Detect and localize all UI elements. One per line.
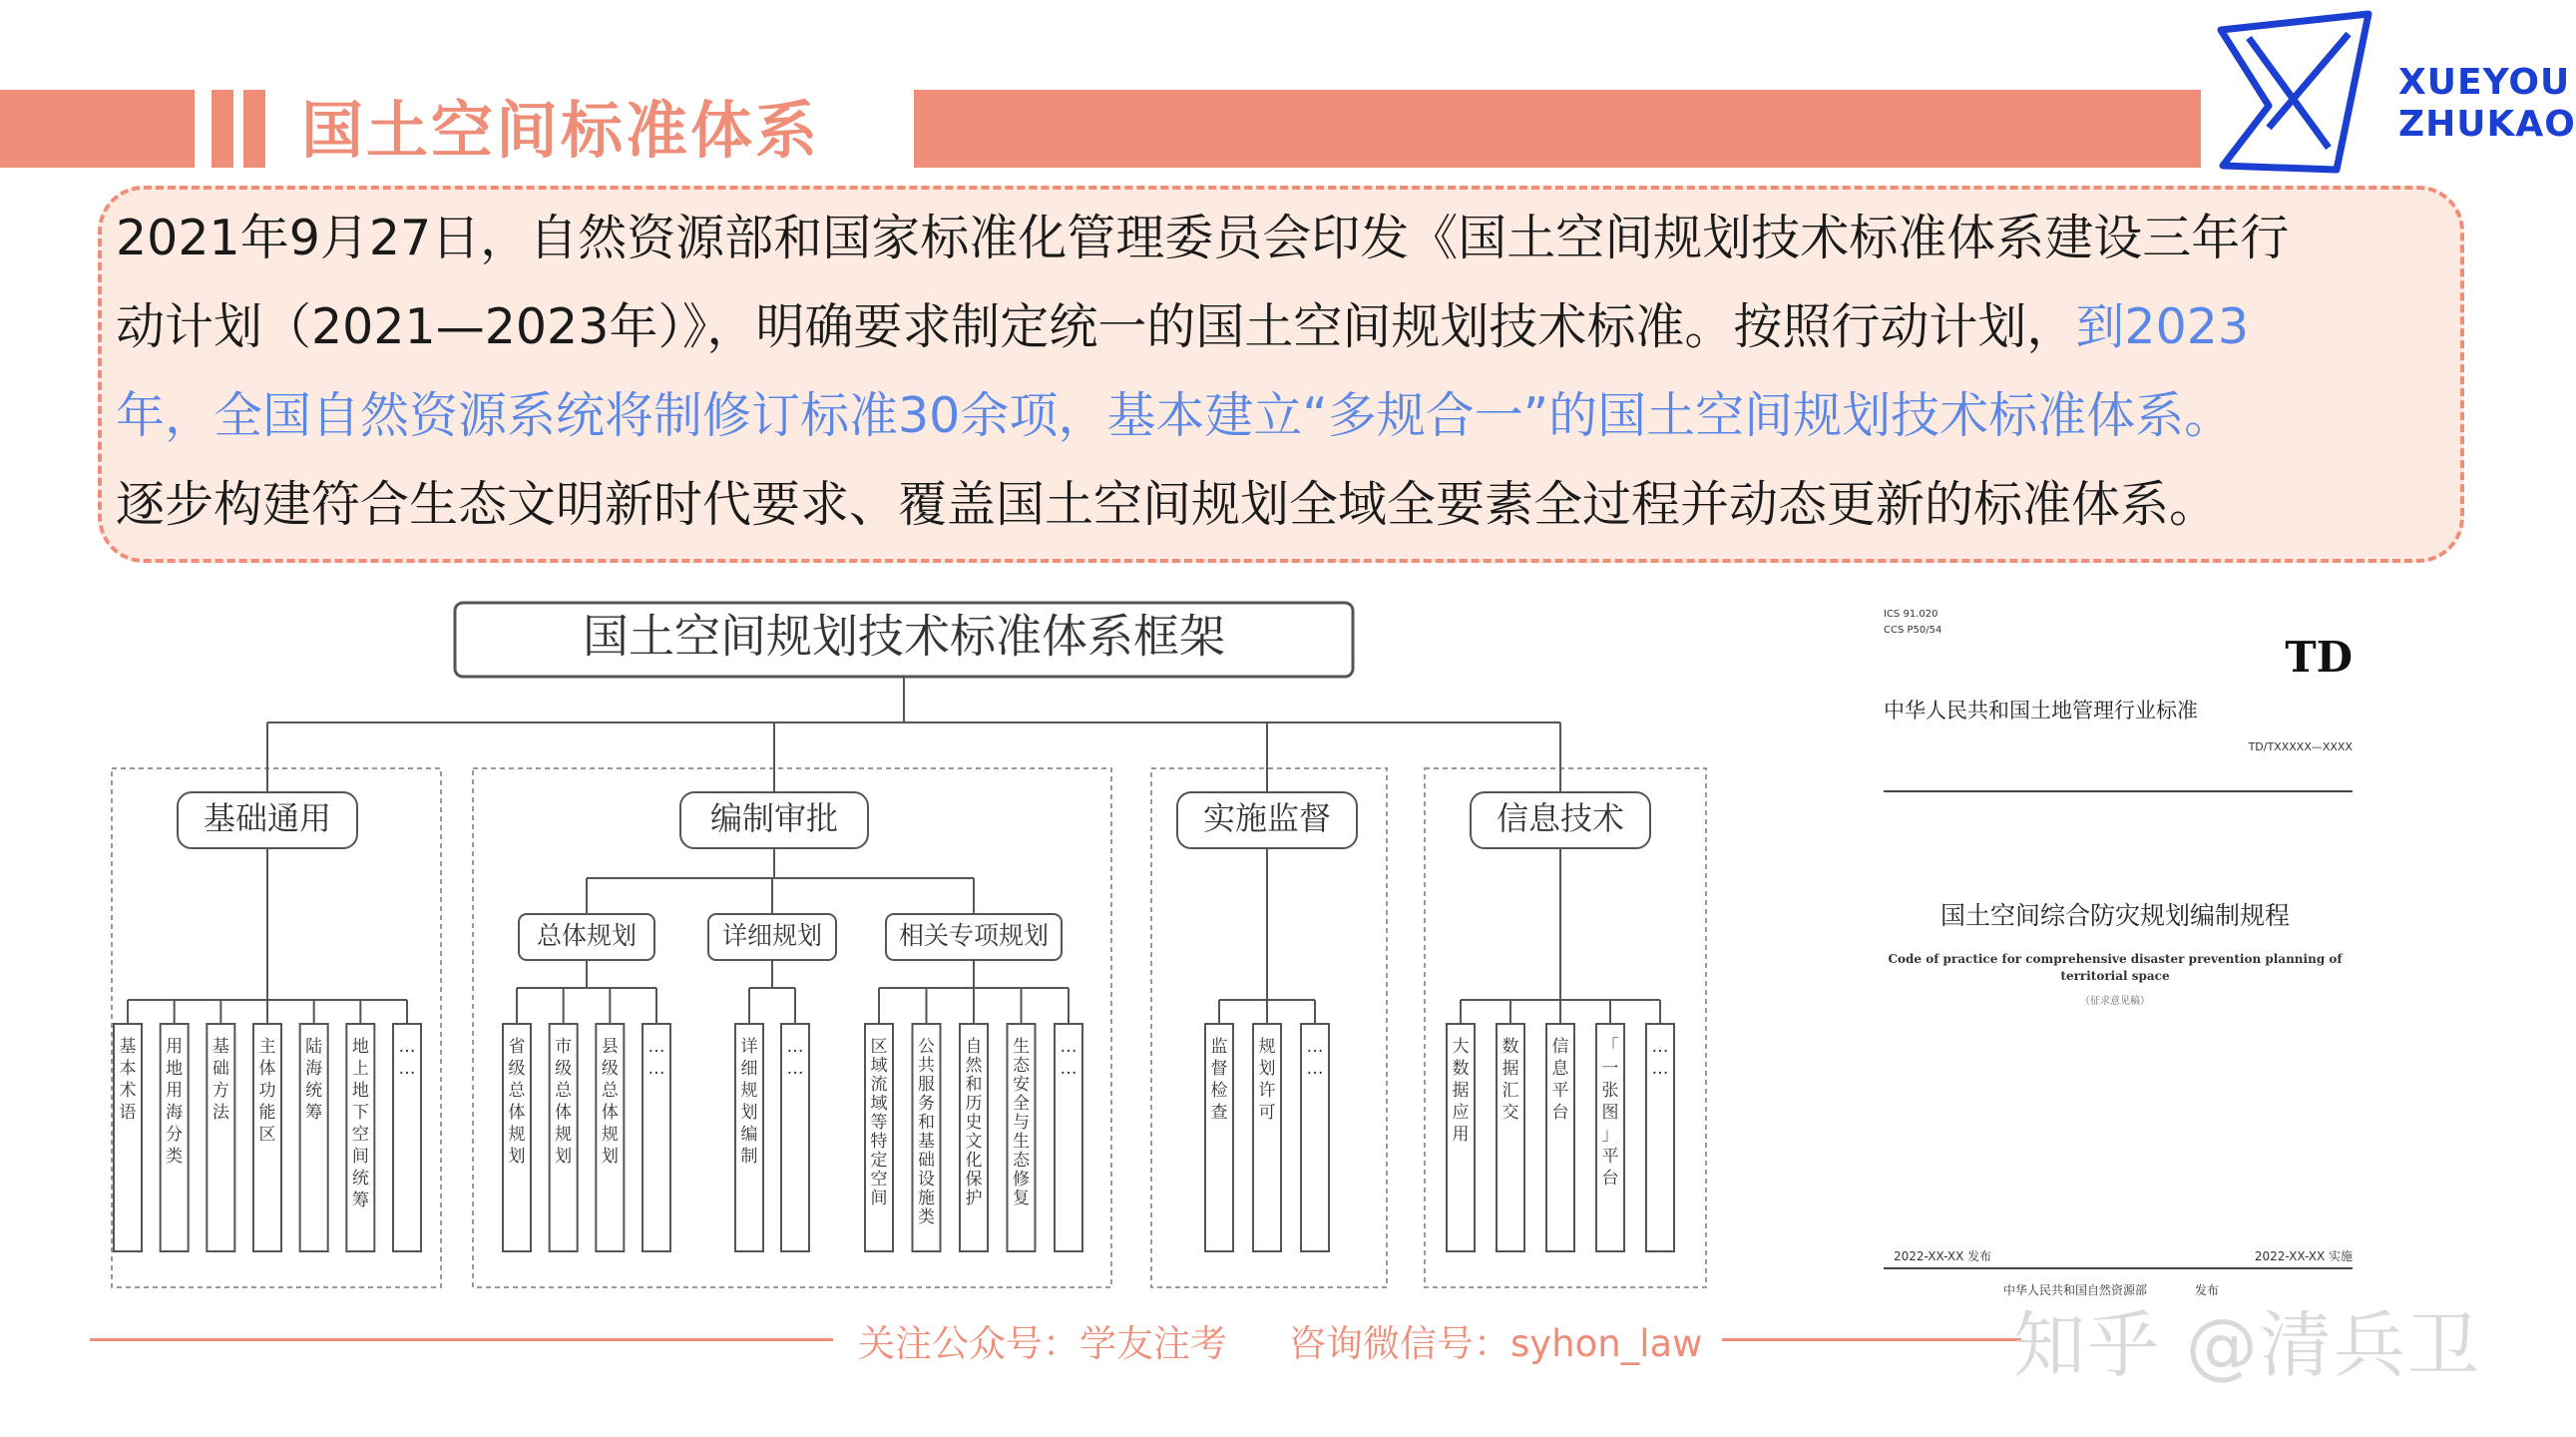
header-band-right xyxy=(914,90,2201,168)
framework-diagram xyxy=(106,593,1712,1301)
svg-text:全: 全 xyxy=(1013,1094,1030,1114)
svg-text:级: 级 xyxy=(601,1059,619,1079)
svg-text:平: 平 xyxy=(1601,1147,1619,1167)
svg-text:规: 规 xyxy=(740,1081,758,1101)
doc-code: TD xyxy=(2285,633,2353,682)
svg-text:本: 本 xyxy=(119,1059,137,1079)
svg-text:共: 共 xyxy=(918,1056,935,1076)
svg-text:态: 态 xyxy=(1013,1151,1030,1171)
svg-text:数: 数 xyxy=(1502,1037,1519,1057)
svg-text:法: 法 xyxy=(212,1103,229,1123)
svg-text:据: 据 xyxy=(1452,1081,1470,1101)
paragraph-highlight: 到2023 xyxy=(2075,298,2250,355)
svg-text:划: 划 xyxy=(601,1147,619,1167)
svg-text:与: 与 xyxy=(1013,1113,1030,1133)
svg-text:筹: 筹 xyxy=(351,1191,369,1210)
svg-text:…: … xyxy=(1306,1037,1324,1057)
svg-text:督: 督 xyxy=(1210,1059,1228,1079)
svg-text:许: 许 xyxy=(1258,1081,1276,1101)
svg-text:数: 数 xyxy=(1452,1059,1470,1079)
svg-text:主: 主 xyxy=(258,1037,276,1057)
svg-text:基: 基 xyxy=(212,1037,229,1057)
svg-text:体: 体 xyxy=(258,1059,276,1079)
svg-text:流: 流 xyxy=(870,1075,888,1095)
svg-text:「: 「 xyxy=(1601,1037,1619,1057)
svg-text:大: 大 xyxy=(1452,1037,1470,1057)
svg-text:规: 规 xyxy=(555,1125,573,1145)
svg-text:自: 自 xyxy=(965,1037,983,1057)
svg-text:编: 编 xyxy=(740,1125,758,1145)
svg-text:据: 据 xyxy=(1502,1059,1519,1079)
svg-text:台: 台 xyxy=(1551,1103,1569,1123)
svg-text:保: 保 xyxy=(965,1170,983,1190)
svg-text:统: 统 xyxy=(351,1169,369,1189)
svg-text:体: 体 xyxy=(508,1103,526,1123)
svg-text:用: 用 xyxy=(166,1081,184,1101)
leaf-label xyxy=(918,1037,935,1227)
doc-issuer: 中华人民共和国自然资源部 xyxy=(2003,1283,2148,1297)
svg-text:地: 地 xyxy=(351,1037,369,1057)
svg-text:应: 应 xyxy=(1452,1103,1470,1123)
doc-title-en: Code of practice for comprehensive disaster prevention planning of xyxy=(1888,952,2343,966)
svg-text:分: 分 xyxy=(166,1125,184,1145)
svg-text:总: 总 xyxy=(601,1081,619,1101)
svg-text:…: … xyxy=(786,1037,804,1057)
svg-text:筹: 筹 xyxy=(305,1103,323,1123)
category-label: 基础通用 xyxy=(203,799,332,837)
leaf-label xyxy=(871,1037,888,1208)
svg-text:级: 级 xyxy=(508,1059,526,1079)
svg-text:汇: 汇 xyxy=(1502,1081,1519,1101)
logo-text-line2: ZHUKAO xyxy=(2398,104,2576,145)
svg-text:划: 划 xyxy=(740,1103,758,1123)
svg-text:和: 和 xyxy=(918,1113,935,1133)
header-accent-bar xyxy=(243,90,265,168)
subgroup-label: 详细规划 xyxy=(721,921,823,950)
svg-text:…: … xyxy=(398,1037,416,1057)
svg-text:服: 服 xyxy=(918,1075,935,1095)
svg-text:和: 和 xyxy=(965,1075,983,1095)
leaf-label xyxy=(1602,1037,1619,1189)
svg-text:域: 域 xyxy=(870,1094,888,1114)
doc-divider xyxy=(1884,790,2353,792)
svg-text:文: 文 xyxy=(965,1132,983,1152)
svg-text:化: 化 xyxy=(965,1151,983,1171)
svg-text:…: … xyxy=(1060,1059,1077,1079)
svg-text:域: 域 xyxy=(870,1056,888,1076)
svg-text:一: 一 xyxy=(1601,1059,1619,1079)
svg-text:划: 划 xyxy=(555,1147,573,1167)
svg-text:类: 类 xyxy=(166,1147,184,1167)
svg-text:然: 然 xyxy=(965,1056,983,1076)
svg-text:划: 划 xyxy=(1258,1059,1276,1079)
paragraph-text: 动计划（2021—2023年）》，明确要求制定统一的国土空间规划技术标准。按照行动计划， xyxy=(116,298,2076,355)
svg-text:历: 历 xyxy=(965,1094,983,1114)
svg-text:定: 定 xyxy=(870,1151,888,1171)
svg-text:划: 划 xyxy=(508,1147,526,1167)
svg-text:用: 用 xyxy=(166,1037,184,1057)
svg-text:细: 细 xyxy=(740,1059,758,1079)
category-label: 实施监督 xyxy=(1202,799,1332,837)
svg-text:空: 空 xyxy=(870,1170,888,1190)
svg-text:务: 务 xyxy=(918,1094,935,1114)
svg-text:交: 交 xyxy=(1502,1103,1519,1123)
svg-text:图: 图 xyxy=(1601,1103,1619,1123)
doc-title-en: territorial space xyxy=(2060,969,2170,983)
svg-text:…: … xyxy=(1060,1037,1077,1057)
svg-text:规: 规 xyxy=(601,1125,619,1145)
subgroup-label: 相关专项规划 xyxy=(898,921,1050,950)
svg-text:…: … xyxy=(1651,1037,1669,1057)
svg-text:施: 施 xyxy=(918,1189,935,1208)
leaf-label xyxy=(1453,1037,1470,1145)
svg-text:规: 规 xyxy=(508,1125,526,1145)
svg-text:基: 基 xyxy=(918,1132,935,1152)
leaf-label xyxy=(259,1037,276,1145)
svg-text:地: 地 xyxy=(166,1059,184,1079)
svg-text:监: 监 xyxy=(1210,1037,1228,1057)
svg-text:区: 区 xyxy=(870,1037,888,1057)
svg-text:基: 基 xyxy=(119,1037,137,1057)
paragraph-line: 逐步构建符合生态文明新时代要求、覆盖国土空间规划全域全要素全过程并动态更新的标准体系。 xyxy=(116,476,2219,533)
svg-text:信: 信 xyxy=(1551,1037,1569,1057)
svg-text:间: 间 xyxy=(870,1189,888,1208)
svg-text:间: 间 xyxy=(351,1147,369,1167)
svg-text:」: 」 xyxy=(1601,1125,1619,1145)
svg-text:平: 平 xyxy=(1551,1081,1569,1101)
doc-divider xyxy=(1884,1267,2353,1269)
framework-diagram-svg xyxy=(106,593,1712,1301)
svg-text:…: … xyxy=(1306,1059,1324,1079)
svg-text:复: 复 xyxy=(1013,1189,1030,1208)
svg-text:础: 础 xyxy=(212,1059,229,1079)
svg-text:区: 区 xyxy=(258,1125,276,1145)
svg-text:陆: 陆 xyxy=(305,1037,323,1057)
svg-text:体: 体 xyxy=(601,1103,619,1123)
standard-document-cover xyxy=(1856,595,2374,1313)
subgroup-label: 总体规划 xyxy=(536,921,638,950)
doc-title-cn: 国土空间综合防灾规划编制规程 xyxy=(1939,901,2290,930)
svg-text:规: 规 xyxy=(1258,1037,1276,1057)
svg-text:础: 础 xyxy=(918,1151,935,1171)
svg-text:总: 总 xyxy=(555,1081,573,1101)
paragraph-line xyxy=(116,282,2450,371)
doc-draft-label: （征求意见稿） xyxy=(2080,996,2150,1007)
svg-text:特: 特 xyxy=(870,1132,888,1152)
svg-text:海: 海 xyxy=(305,1059,323,1079)
logo-text-line1: XUEYOU xyxy=(2398,62,2571,103)
svg-text:方: 方 xyxy=(212,1081,229,1101)
svg-text:功: 功 xyxy=(258,1081,276,1101)
svg-text:台: 台 xyxy=(1601,1169,1619,1189)
svg-text:…: … xyxy=(398,1059,416,1079)
svg-text:等: 等 xyxy=(870,1113,888,1133)
svg-text:用: 用 xyxy=(1452,1125,1470,1145)
footer-line-left xyxy=(90,1338,833,1341)
svg-text:…: … xyxy=(786,1059,804,1079)
svg-text:省: 省 xyxy=(508,1037,526,1057)
svg-text:可: 可 xyxy=(1258,1103,1276,1123)
svg-text:地: 地 xyxy=(351,1081,369,1101)
svg-text:…: … xyxy=(647,1059,665,1079)
svg-text:详: 详 xyxy=(740,1037,758,1057)
svg-text:…: … xyxy=(647,1037,665,1057)
leaf-label xyxy=(1013,1037,1031,1208)
svg-text:生: 生 xyxy=(1013,1132,1030,1152)
diagram-title: 国土空间规划技术标准体系框架 xyxy=(583,609,1225,664)
footer-line-right xyxy=(1722,1338,2021,1341)
svg-text:语: 语 xyxy=(119,1103,137,1123)
svg-text:统: 统 xyxy=(305,1081,323,1101)
svg-text:能: 能 xyxy=(258,1103,276,1123)
zhihu-watermark: 知乎 @清兵卫 xyxy=(2013,1303,2481,1387)
doc-ccs: CCS P50/54 xyxy=(1884,625,1942,636)
doc-publish-date: 2022-XX-XX 发布 xyxy=(1894,1249,1992,1263)
svg-text:类: 类 xyxy=(918,1207,935,1227)
svg-text:市: 市 xyxy=(555,1037,573,1057)
svg-text:安: 安 xyxy=(1013,1075,1030,1095)
svg-text:设: 设 xyxy=(918,1170,935,1190)
svg-text:术: 术 xyxy=(119,1081,137,1101)
svg-text:空: 空 xyxy=(351,1125,369,1145)
svg-text:级: 级 xyxy=(555,1059,573,1079)
svg-text:下: 下 xyxy=(351,1103,369,1123)
paragraph-highlight-line: 年，全国自然资源系统将制修订标准30余项，基本建立“多规合一”的国土空间规划技术标准体系。 xyxy=(116,387,2234,444)
header-accent-bar xyxy=(212,90,233,168)
category-label: 信息技术 xyxy=(1496,799,1625,837)
svg-text:县: 县 xyxy=(601,1037,619,1057)
svg-text:公: 公 xyxy=(918,1037,935,1057)
leaf-label xyxy=(966,1037,984,1208)
doc-implement-date: 2022-XX-XX 实施 xyxy=(2254,1249,2353,1263)
footer-wechat-contact: 咨询微信号：syhon_law xyxy=(1289,1322,1703,1365)
doc-number: TD/TXXXXX—XXXX xyxy=(2248,740,2353,753)
svg-text:查: 查 xyxy=(1210,1103,1228,1123)
svg-text:张: 张 xyxy=(1601,1081,1619,1101)
doc-ics: ICS 91.020 xyxy=(1884,609,1938,620)
svg-text:生: 生 xyxy=(1013,1037,1030,1057)
svg-text:史: 史 xyxy=(965,1113,983,1133)
svg-text:修: 修 xyxy=(1013,1170,1030,1190)
svg-text:海: 海 xyxy=(166,1103,184,1123)
svg-text:护: 护 xyxy=(965,1189,983,1208)
doc-standard-type: 中华人民共和国土地管理行业标准 xyxy=(1884,699,2198,722)
intro-paragraph xyxy=(116,194,2450,549)
page-title: 国土空间标准体系 xyxy=(301,94,821,167)
svg-text:态: 态 xyxy=(1013,1056,1030,1076)
svg-text:总: 总 xyxy=(508,1081,526,1101)
footer-wechat-account: 关注公众号：学友注考 xyxy=(858,1322,1227,1365)
header-band-left xyxy=(0,90,195,168)
paragraph-line: 2021年9月27日，自然资源部和国家标准化管理委员会印发《国土空间规划技术标准体系建设三年行 xyxy=(116,210,2290,266)
svg-text:检: 检 xyxy=(1210,1081,1228,1101)
svg-text:上: 上 xyxy=(351,1059,369,1079)
svg-text:息: 息 xyxy=(1551,1059,1569,1079)
doc-issue-word: 发布 xyxy=(2195,1283,2220,1297)
svg-text:体: 体 xyxy=(555,1103,573,1123)
svg-text:…: … xyxy=(1651,1059,1669,1079)
category-label: 编制审批 xyxy=(709,799,839,837)
svg-text:制: 制 xyxy=(740,1147,758,1167)
